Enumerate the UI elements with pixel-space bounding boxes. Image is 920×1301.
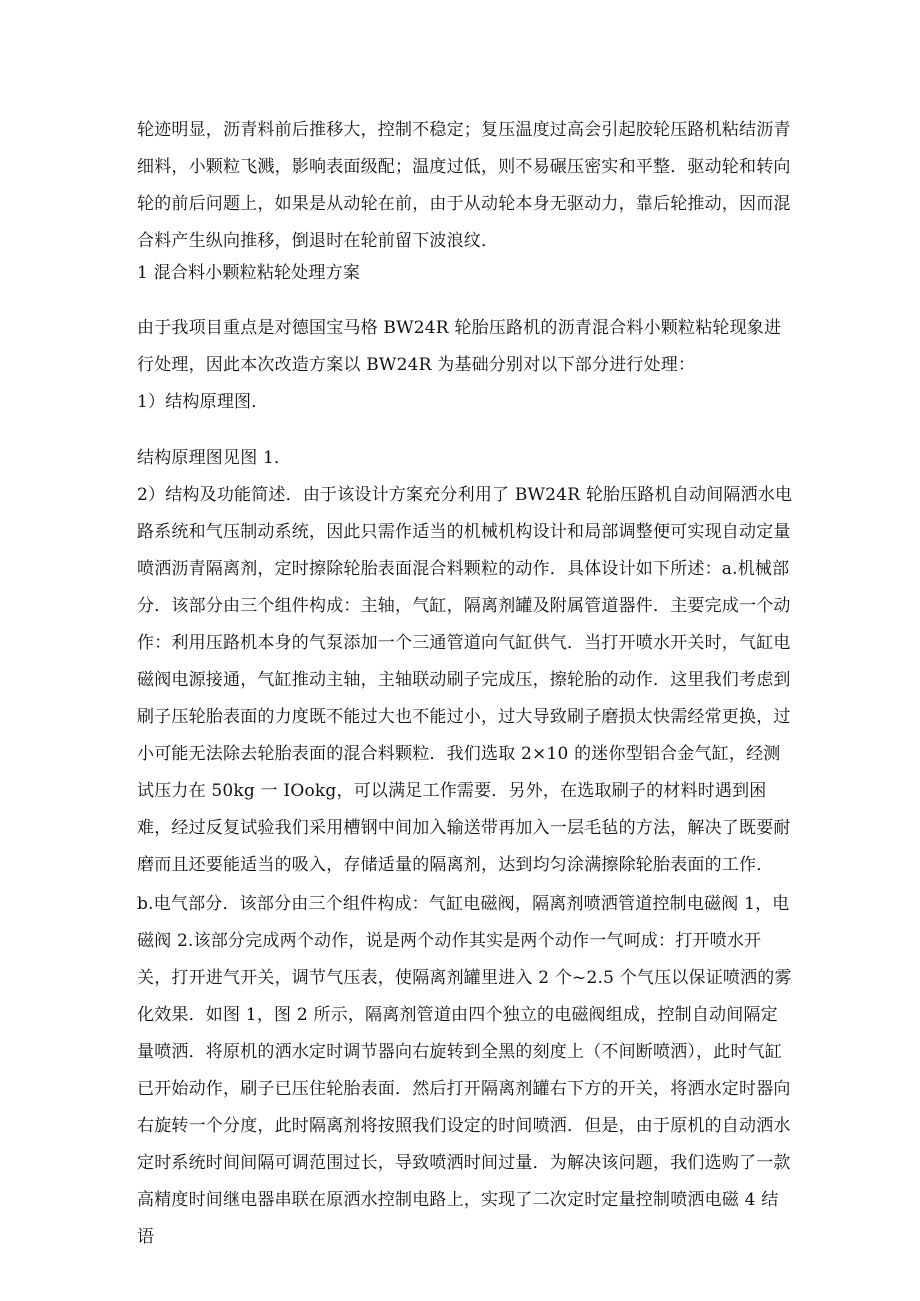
list-item-structure-diagram: 1）结构原理图． <box>137 392 269 412</box>
paragraph-electrical-part: b.电气部分．该部分由三个组件构成：气缸电磁阀，隔离剂喷洒管道控制电磁阀 1，电磁阀 2.该部分完成两个动作，说是两个动作其实是两个动作一气呵成：打开喷水开关，打开进气开关，调节气压表，使隔离剂罐里进入 2 个~2.5 个气压以保证喷洒的雾化效果．如图 1，图 2 所示，隔离剂管道由四个独立的电磁阀组成，控制自动间隔定量喷洒．将原机的洒水定时调节器向右旋转到全黑的刻度上（不间断喷洒），此时气缸已开始动作，刷子已压住轮胎表面．然后打开隔离剂罐右下方的开关，将洒水定时器向右旋转一个分度，此时隔离剂将按照我们设定的时间喷洒．但是，由于原机的自动洒水定时系统时间间隔可调范围过长，导致喷洒时间过量．为解决该问题，我们选购了一款高精度时间继电器串联在原洒水控制电路上，实现了二次定时定量控制喷洒电磁 4 结语 <box>137 894 792 1247</box>
paragraph-project-intro: 由于我项目重点是对德国宝马格 BW24R 轮胎压路机的沥青混合料小颗粒粘轮现象进行处理，因此本次改造方案以 BW24R 为基础分别对以下部分进行处理： <box>137 318 782 375</box>
paragraph-compaction-issues: 轮迹明显，沥青料前后推移大，控制不稳定；复压温度过高会引起胶轮压路机粘结沥青细料，小颗粒飞溅，影响表面级配；温度过低，则不易碾压密实和平整．驱动轮和转向轮的前后问题上，如果是从动轮在前，由于从动轮本身无驱动力，靠后轮推动，因而混合料产生纵向推移，倒退时在轮前留下波浪纹． <box>137 120 791 251</box>
section-heading-solution: 1 混合料小颗粒粘轮处理方案 <box>137 263 361 283</box>
paragraph-mechanical-part: 2）结构及功能简述．由于该设计方案充分利用了 BW24R 轮胎压路机自动间隔洒水电路系统和气压制动系统，因此只需作适当的机械机构设计和局部调整便可实现自动定量喷洒沥青隔离剂，定时擦除轮胎表面混合料颗粒的动作．具体设计如下所述：a.机械部分．该部分由三个组件构成：主轴，气缸，隔离剂罐及附属管道器件．主要完成一个动作：利用压路机本身的气泵添加一个三通管道向气缸供气．当打开喷水开关时，气缸电磁阀电源接通，气缸推动主轴，主轴联动刷子完成压，擦轮胎的动作．这里我们考虑到刷子压轮胎表面的力度既不能过大也不能过小，过大导致刷子磨损太快需经常更换，过小可能无法除去轮胎表面的混合料颗粒．我们选取 2×10 的迷你型铝合金气缸，经测试压力在 50kg 一 IOokg，可以满足工作需要．另外，在选取刷子的材料时遇到困难，经过反复试验我们采用槽钢中间加入输送带再加入一层毛毡的方法，解决了既要耐磨而且还要能适当的吸入，存储适量的隔离剂，达到均匀涂满擦除轮胎表面的工作． <box>137 485 793 875</box>
paragraph-figure-reference: 结构原理图见图 1． <box>137 448 292 468</box>
